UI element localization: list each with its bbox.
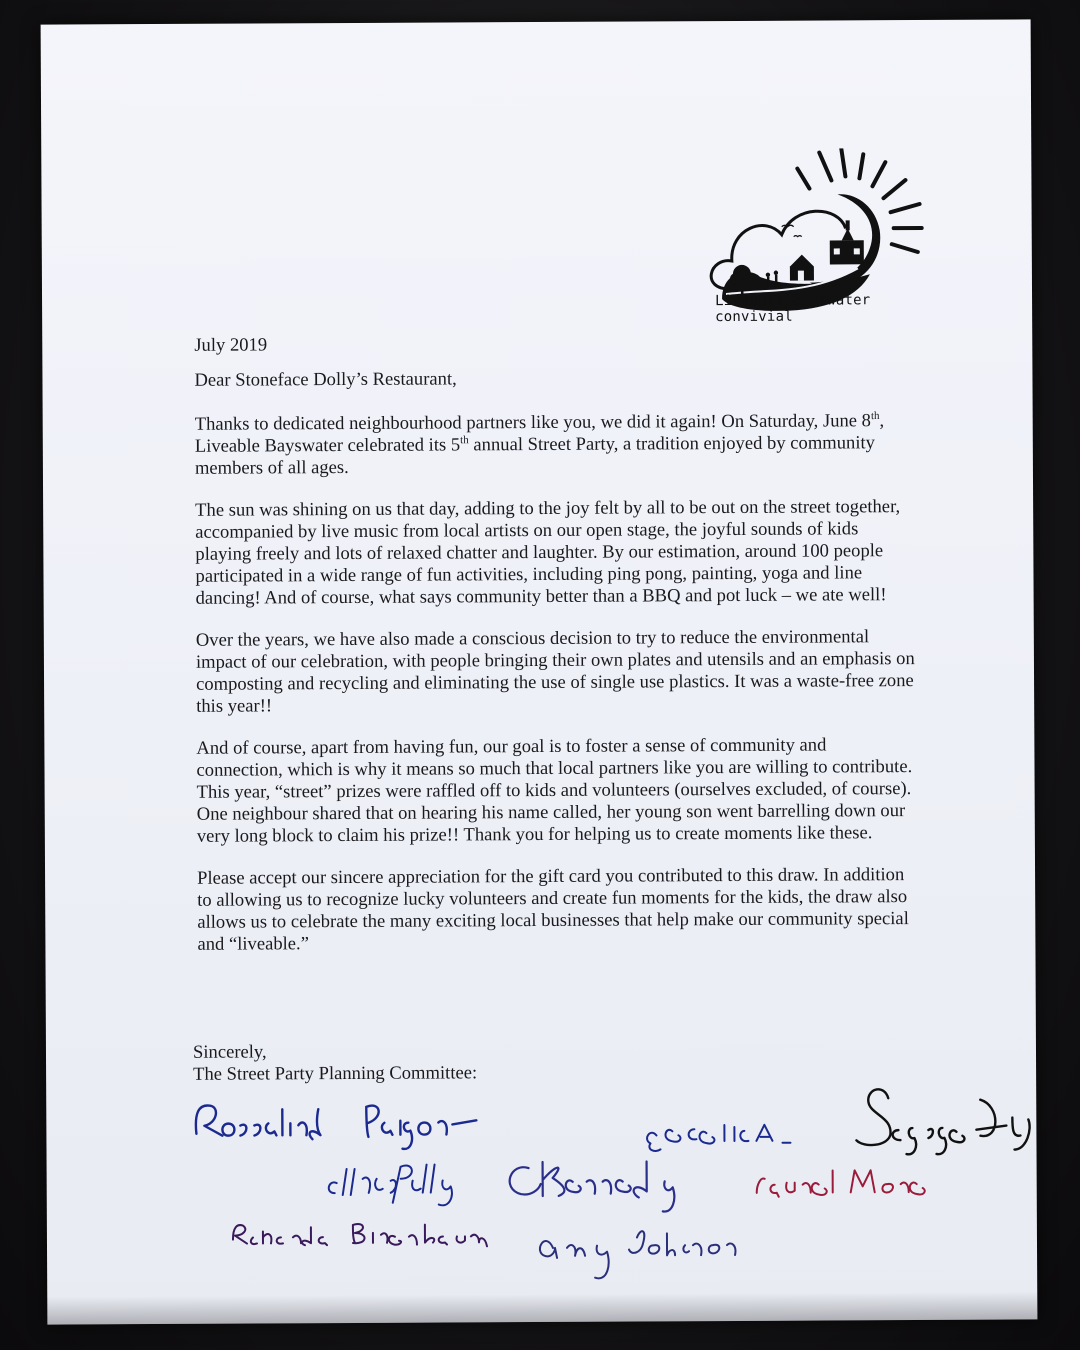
closing-committee: The Street Party Planning Committee: — [193, 1062, 478, 1085]
letter-page — [41, 19, 1038, 1324]
signature-george — [856, 1089, 1030, 1155]
salutation: Dear Stoneface Dolly’s Restaurant, — [194, 368, 457, 391]
signature-rosalind — [196, 1104, 477, 1150]
paragraph-2: The sun was shining on us that day, adding to the joy felt by all to be out on the street together, accompanied by live music from local artists on our open stage, the joyful sounds of kids playing freely and lots of relaxed chatter and laughter. By our estimation, around 100 people participated in a wide range of fun activities, including ping pong, painting, yoga and line dancing! And of course, what says community better than a BBQ and pot luck – we ate well! — [195, 496, 901, 609]
paragraph-3: Over the years, we have also made a conscious decision to try to reduce the environmental impact of our celebration, with people bringing their own plates and utensils and an emphasis on composting and recycling and eliminating the use of single use plastics. It was a waste-free zone this year!! — [195, 626, 915, 717]
paragraph-1-part-c: annual Street Party, a tradition enjoyed by community members of all ages. — [194, 432, 876, 479]
paragraph-1-part-a: Thanks to dedicated neighbourhood partners like you, we did it again! On Saturday, June 8 — [194, 410, 872, 435]
logo-caption: Liveable Bayswater convivial — [715, 292, 871, 326]
ordinal-suffix: th — [870, 410, 880, 423]
signature-kennedy — [510, 1161, 675, 1212]
page-bottom-shadow — [47, 1291, 1037, 1324]
signatures-area — [176, 1059, 1037, 1283]
paragraph-1-part-b: , Liveable Bayswater celebrated its 5 — [194, 410, 885, 457]
signature-rhonda — [233, 1223, 487, 1247]
signature-cecelia — [647, 1125, 790, 1151]
signature-amy — [540, 1231, 736, 1279]
letter-body — [194, 331, 917, 976]
ordinal-suffix: th — [460, 434, 469, 447]
signature-laurel — [757, 1170, 925, 1197]
paragraph-4: And of course, apart from having fun, our goal is to foster a sense of community and connection, which is why it means so much that local partners like you are willing to contribute. This year, “street” prizes were raffled off to kids and volunteers (ourselves excluded, of course). One neighbour shared that on hearing his name called, her young son went barrelling down our very long block to claim his prize!! Thank you for helping us to create moments like these. — [196, 734, 913, 847]
paragraph-1 — [195, 410, 915, 480]
signature-ellen — [329, 1164, 452, 1205]
letter-date: July 2019 — [194, 334, 268, 356]
paragraph-5: Please accept our sincere appreciation for the gift card you contributed to this draw. In addition to allowing us to recognize lucky volunteers and create fun moments for the kids, the draw also allows us to celebrate the many exciting local businesses that help make our community special and “liveable.” — [197, 864, 909, 955]
closing-sincerely: Sincerely, — [192, 1041, 267, 1063]
